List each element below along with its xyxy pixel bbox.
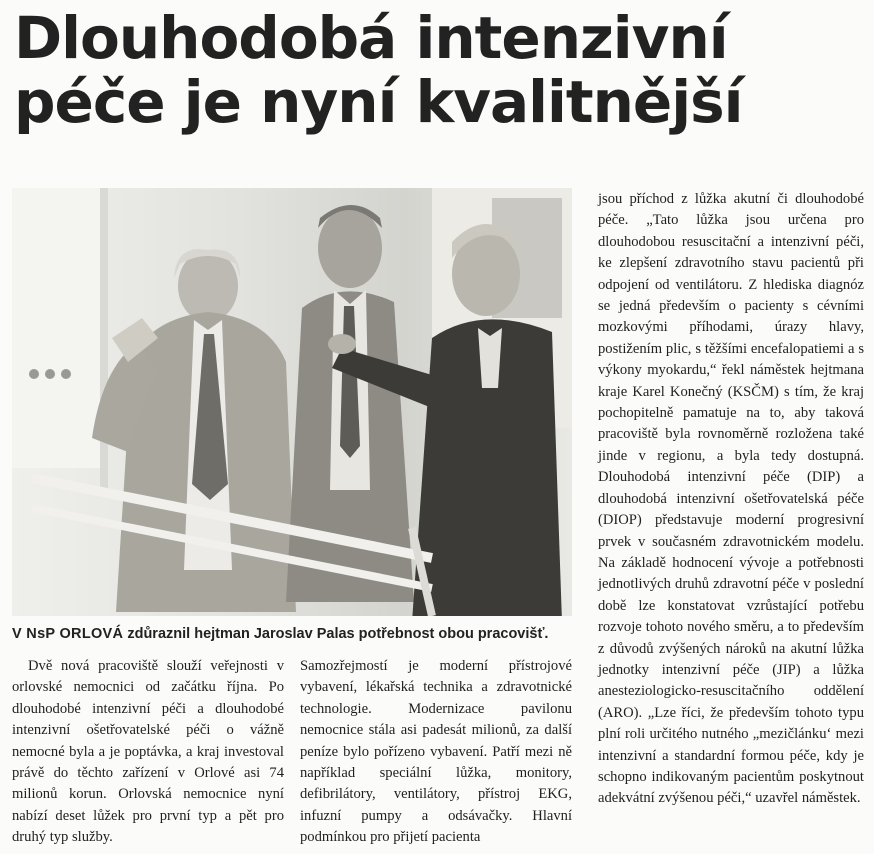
article-column-1 bbox=[12, 656, 284, 849]
article-headline bbox=[14, 6, 864, 134]
article-column-3 bbox=[598, 189, 864, 810]
caption-text: zdůraznil hejtman Jaroslav Palas potřebnost obou pracovišť. bbox=[123, 626, 549, 642]
column-3-text: jsou příchod z lůžka akutní či dlouhodobé péče. „Tato lůžka jsou určena pro dlouhodobou resuscitační a intenzivní péči, ke zlepšení zdravotního stavu pacientů při odpojení od ventilátoru. Z hlediska diagnóz se jedná především o pacienty s cévními mozkovými příhodami, úrazy hlavy, postižením plic, s těžšími encefalopatiemi a s výkony myokardu,“ řekl náměstek hejtmana kraje Karel Konečný (KSČM) s tím, že kraj pochopitelně pamatuje na to, aby taková pracoviště byla rovnoměrně rozložena také jinde v regionu, a byla tedy dostupná. Dlouhodobá intenzivní péče (DIP) a dlouhodobá intenzivní ošetřovatelská péče (DIOP) představuje moderní progresivní prvek v současném zdravotnickém modelu. Na základě hodnocení vývoje a potřebnosti jednotlivých druhů zdravotní péče v poslední době lze konstatovat vzrůstající potřebu rozvoje tohoto nového směru, a to především z důvodů zvýšených nároků na akutní lůžka jednotky intenzivní péče (JIP) a lůžka anesteziologicko-resuscitačního oddělení (ARO). „Lze říci, že především tohoto typu plní roli určitého nutného „mezičlánku‘ mezi intenzivní a standardní formou péče, kdy je schopno indikovaným pacientům poskytnout adekvátní zvýšenou péči,“ uzavřel náměstek. bbox=[598, 191, 864, 807]
caption-lead: V NsP ORLOVÁ bbox=[12, 626, 124, 642]
headline-line-2: péče je nyní kvalitnější bbox=[14, 68, 743, 136]
photo-three-men-icon bbox=[12, 188, 572, 616]
column-1-text: Dvě nová pracoviště slouží veřejnosti v orlovské nemocnici od začátku října. Po dlouhodobé intenzivní péči a dlouhodobé intenzivní ošetřovatelské péči o vážně nemocné byla a je poptávka, a kraj investoval právě do těchto zařízení v Orlové asi 74 milionů korun. Orlovská nemocnice nyní nabízí deset lůžek pro první typ a pět pro druhý typ služby. bbox=[12, 658, 284, 846]
headline-line-1: Dlouhodobá intenzivní bbox=[14, 4, 728, 72]
article-column-2 bbox=[300, 656, 572, 849]
photo-caption bbox=[12, 626, 572, 642]
column-2-text: Samozřejmostí je moderní přístrojové vybavení, lékařská technika a zdravotnické technologie. Modernizace pavilonu nemocnice stála asi padesát milionů, za další peníze bylo pořízeno vybavení. Patří mezi ně například speciální lůžka, monitory, defibrilátory, ventilátory, přístroj EKG, infuzní pumpy a odsávačky. Hlavní podmínkou pro přijetí pacienta bbox=[300, 658, 572, 846]
article-photo bbox=[12, 188, 572, 616]
